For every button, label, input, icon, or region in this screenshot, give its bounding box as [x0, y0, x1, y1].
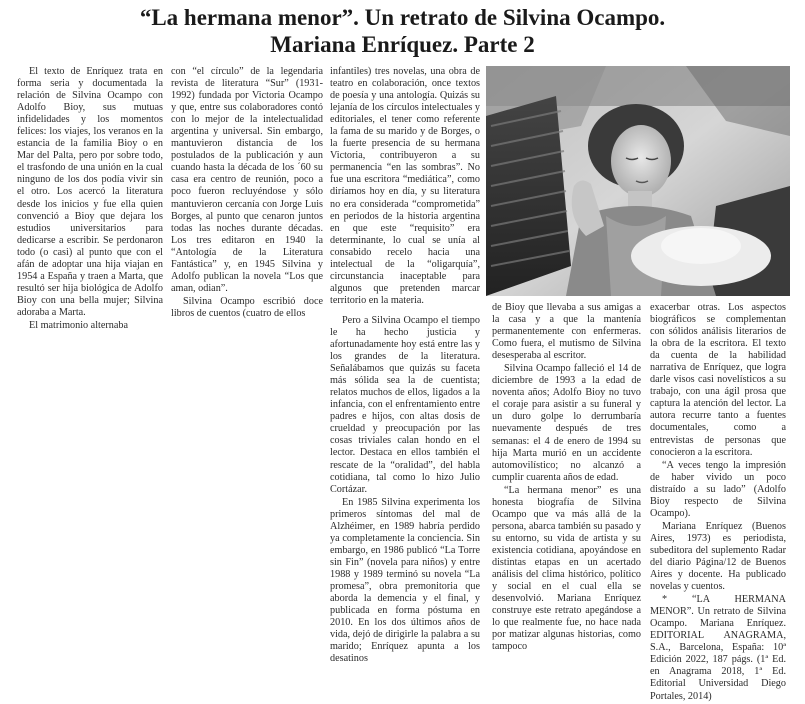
paragraph: de Bioy que llevaba a sus amigas a la casa y a que la mantenía permanentemente con enfermeras. Como fuera, el mutismo de Silvina desesperaba al escritor.: [492, 302, 641, 362]
column-5: [650, 302, 786, 704]
paragraph: con “el círculo” de la legendaria revista de literatura “Sur” (1931-1992) fundada por Victoria Ocampo y que, entre sus colaboradores contó con lo mejor de la intelectualidad argentina y universal. Sin embargo, mantuvieron distancia de los postulados de la publicación y aun cuando hasta la década de los ´60 su casa era centro de reunión, poco a poco fueron recluyéndose y sólo mantuvieron cercanía con Jorge Luis Borges, al punto que cenaron juntos todas las noches durante décadas. Los tres editaron en 1940 la “Antología de la Literatura Fantástica” y, en 1945 Silvina y Adolfo publican la novela “Los que aman, odian”.: [171, 66, 323, 294]
paragraph: El matrimonio alternaba: [29, 319, 129, 331]
column-1: [17, 66, 163, 333]
author-bio: Mariana Enríquez (Buenos Aires, 1973) es periodista, subeditora del suplemento Radar del diario Página/12 de Buenos Aires y docente. Ha publicado novelas y cuentos.: [650, 520, 786, 593]
paragraph: “La hermana menor” es una honesta biografía de Silvina Ocampo que va más allá de la persona, abarca también su pasado y su entorno, su vida de artista y su existencia cotidiana, apoyándose en distintas etapas en un acertado análisis del clima histórico, político y social en el cual ella se desenvolvió. Mariana Enríquez construye este retrato apegándose a lo que realmente fue, no hace nada por matizar algunas historias, como tampoco: [492, 484, 641, 653]
paragraph: En 1985 Silvina experimenta los primeros síntomas del mal de Alzhéimer, en 1989 habría perdido ya completamente la conciencia. Sin embargo, en 1986 publicó “La Torre sin Fin” (novela para niños) y entre 1988 y 1989 terminó su novela “La promesa”, obra premonitoria que aborda la demencia y el final, y publicada en forma póstuma en 2010. En los dos últimos años de vida, dejó de dirigirle la palabra a su marido; Enríquez apunta a los desatinos: [330, 496, 480, 665]
column-2: [171, 66, 323, 321]
paragraph: Silvina Ocampo falleció el 14 de diciembre de 1993 a la edad de noventa años; Adolfo Bioy no tuvo el coraje para asistir a su funeral y un duro golpe lo derrumbaría nuevamente después de tres semanas: el 4 de enero de 1994 su hija Marta murió en un accidente automovilístico; no alcanzó a cumplir cuarenta años de edad.: [492, 363, 641, 483]
paragraph: El texto de Enríquez trata en forma seria y documentada la relación de Silvina Ocampo con Adolfo Bioy, sus mutuas infidelidades y los momentos felices: los viajes, los veranos en la estancia de la familia Bioy o en Mar del Palta, pero por sobre todo, el trasfondo de una unión en la cual ninguno de los dos podía vivir sin el otro. Los acercó la literatura desde los inicios y fue ella quien convenció a Bioy que dejara los estudios universitarios para dedicarse a escribir. Se perdonaron todo (o casi) al punto que con el afán de adoptar una hija viajan en 1954 a España y traen a Marta, que resultó ser hija biológica de Adolfo Bioy con una bella mujer; Silvina adoraba a Marta.: [17, 66, 163, 318]
paragraph: exacerbar otras. Los aspectos biográficos se complementan con sólidos análisis literarios de la obra de la escritora. El texto da cuenta de la habilidad narrativa de Enríquez, que logra darle visos casi novelísticos a su trabajo, con una ágil prosa que captura la atención del lector. La autora recurre tanto a fuentes documentales, como a entrevistas de personas que conocieron a la escritora.: [650, 302, 786, 458]
paragraph: Silvina Ocampo escribió doce libros de cuentos (cuatro de ellos: [171, 295, 323, 319]
paragraph: infantiles) tres novelas, una obra de teatro en colaboración, once textos de poesía y una antología. Quizás su lejanía de los círculos intelectuales y editoriales, el tener como referente la fama de su marido y de Borges, o la fuerte presencia de su hermana Victoria, contribuyeron a su permanencia “en las sombras”. No fue una escritora “mediática”, como diríamos hoy en día, y su literatura no era considerada “comprometida” en periodos de la historia argentina en que este “requisito” era determinante, lo cual se unía al consabido recelo hacia una intelectual de la “oligarquía”, circunstancia inaceptable para algunos que pretenden marcar territorio en la materia.: [330, 66, 480, 306]
headline-line-2: Mariana Enríquez. Parte 2: [270, 32, 535, 57]
book-reference: * “LA HERMANA MENOR”. Un retrato de Silvina Ocampo. Mariana Enríquez. EDITORIAL ANAGRAMA, S.A., Barcelona, España: 10ª Edición 2022, 187 págs. (1ª Ed. en Anagrama 2018, 1ª Ed. Editorial Universidad Diego Portales, 2014): [650, 594, 786, 702]
silvina-ocampo-photo: [486, 66, 790, 296]
column-4: [492, 302, 641, 654]
paragraph: Pero a Silvina Ocampo el tiempo le ha hecho justicia y afortunadamente hoy está entre las y los grandes de la literatura. Señalábamos que quizás su faceta más sólida sea la de cuentista; relatos muchos de ellos, ligados a la infancia, con el enfrentamiento entre padres e hijos, con altas dosis de crueldad y preocupación por las cosas triviales calan hondo en el lector. Destaca en ellos también el rescate de la “oralidad”, del habla cotidiana, tal como lo hizo Julio Cortázar.: [330, 314, 480, 495]
headline-line-1: “La hermana menor”. Un retrato de Silvina Ocampo.: [139, 5, 666, 30]
article-headline: [0, 4, 805, 58]
portrait-photo-icon: [486, 66, 790, 296]
quote-paragraph: “A veces tengo la impresión de haber vivido un poco distraído a su lado” (Adolfo Bioy respecto de Silvina Ocampo).: [650, 459, 786, 519]
column-3: [330, 66, 480, 666]
